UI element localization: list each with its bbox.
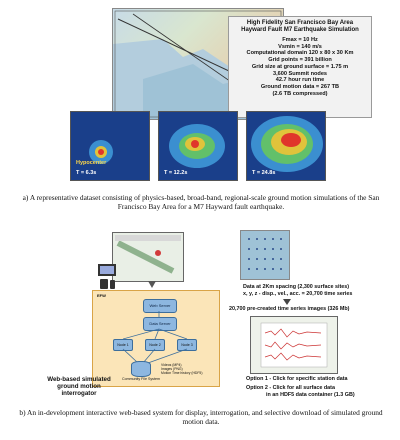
data-server-label: Data Server <box>149 321 171 326</box>
info-spec: 42.7 hour run time <box>275 77 325 84</box>
info-spec: Vsmin = 140 m/s <box>278 43 322 50</box>
info-spec: Computational domain 120 x 80 x 30 Km <box>246 50 354 57</box>
sim-snapshot-2 <box>158 111 238 181</box>
time-series-text: x, y, z - disp., vel., acc. = 20,700 time series <box>243 291 353 297</box>
caption-b: b) An in-development interactive web-based system for display, interrogation, and selective download of simulated ground motion data. <box>19 408 383 427</box>
option-2-detail: in an HDF5 data container (1.3 GB) <box>266 392 355 398</box>
file-system-icon <box>131 361 151 377</box>
station-map-thumbnail <box>240 230 290 280</box>
simulation-info-box <box>228 16 372 118</box>
info-spec: Grid size at ground surface = 1.75 m <box>251 63 349 70</box>
system-architecture-diagram <box>92 290 220 387</box>
storage-item: Videos (MP4) <box>161 363 182 367</box>
node-box: Node 1 <box>113 339 133 351</box>
info-spec: (2.6 TB compressed) <box>272 90 328 97</box>
sim-snapshot-3 <box>246 111 326 181</box>
option-2-link[interactable]: Option 2 - Click for all surface data <box>246 385 335 391</box>
interrogator-label: Web-based simulated ground motion interrogator <box>47 376 111 398</box>
sim-time-label: T = 12.2s <box>164 170 188 176</box>
info-spec: 3,600 Summit nodes <box>272 70 328 77</box>
info-spec: Ground motion data = 267 TB <box>260 83 340 90</box>
info-spec: Grid points = 391 billion <box>268 57 332 64</box>
info-title-line1: High Fidelity San Francisco Bay Area <box>246 20 354 26</box>
info-spec: Fmax = 10 Hz <box>282 37 318 43</box>
info-title-line2: Hayward Fault M7 Earthquake Simulation <box>241 27 359 33</box>
storage-item: Images (PNG) <box>161 367 183 372</box>
sim-snapshot-1 <box>70 111 150 181</box>
storage-list <box>161 363 202 376</box>
time-series-viewer-screenshot <box>250 316 338 374</box>
community-file-system-label: Community File System <box>122 377 160 381</box>
hypocenter-label: Hypocenter <box>76 160 107 166</box>
images-text: 20,700 pre-created time series images (326 Mb) <box>229 306 350 312</box>
option-1-link[interactable]: Option 1 - Click for specific station data <box>246 376 348 382</box>
storage-item: Motion Time history (HDF5) <box>161 371 203 376</box>
sim-time-label: T = 6.3s <box>76 170 97 176</box>
web-server-label: Web Server <box>149 303 171 308</box>
web-ui-screenshot <box>112 232 184 282</box>
arrow-down-icon <box>283 299 291 305</box>
device-icons <box>96 262 118 290</box>
data-spacing-text: Data at 2Km spacing (2,300 surface sites) <box>243 284 350 290</box>
node-box: Node 3 <box>177 339 197 351</box>
architecture-title: EFW <box>97 293 106 298</box>
sim-time-label: T = 24.8s <box>252 170 276 176</box>
arrow-down-icon <box>148 281 156 288</box>
node-box: Node 2 <box>145 339 165 351</box>
caption-a: a) A representative dataset consisting of physics-based, broad-band, regional-scale ground motion simulations of the San Francisco Bay Area for a M7 Hayward fault earthquake. <box>22 193 380 212</box>
